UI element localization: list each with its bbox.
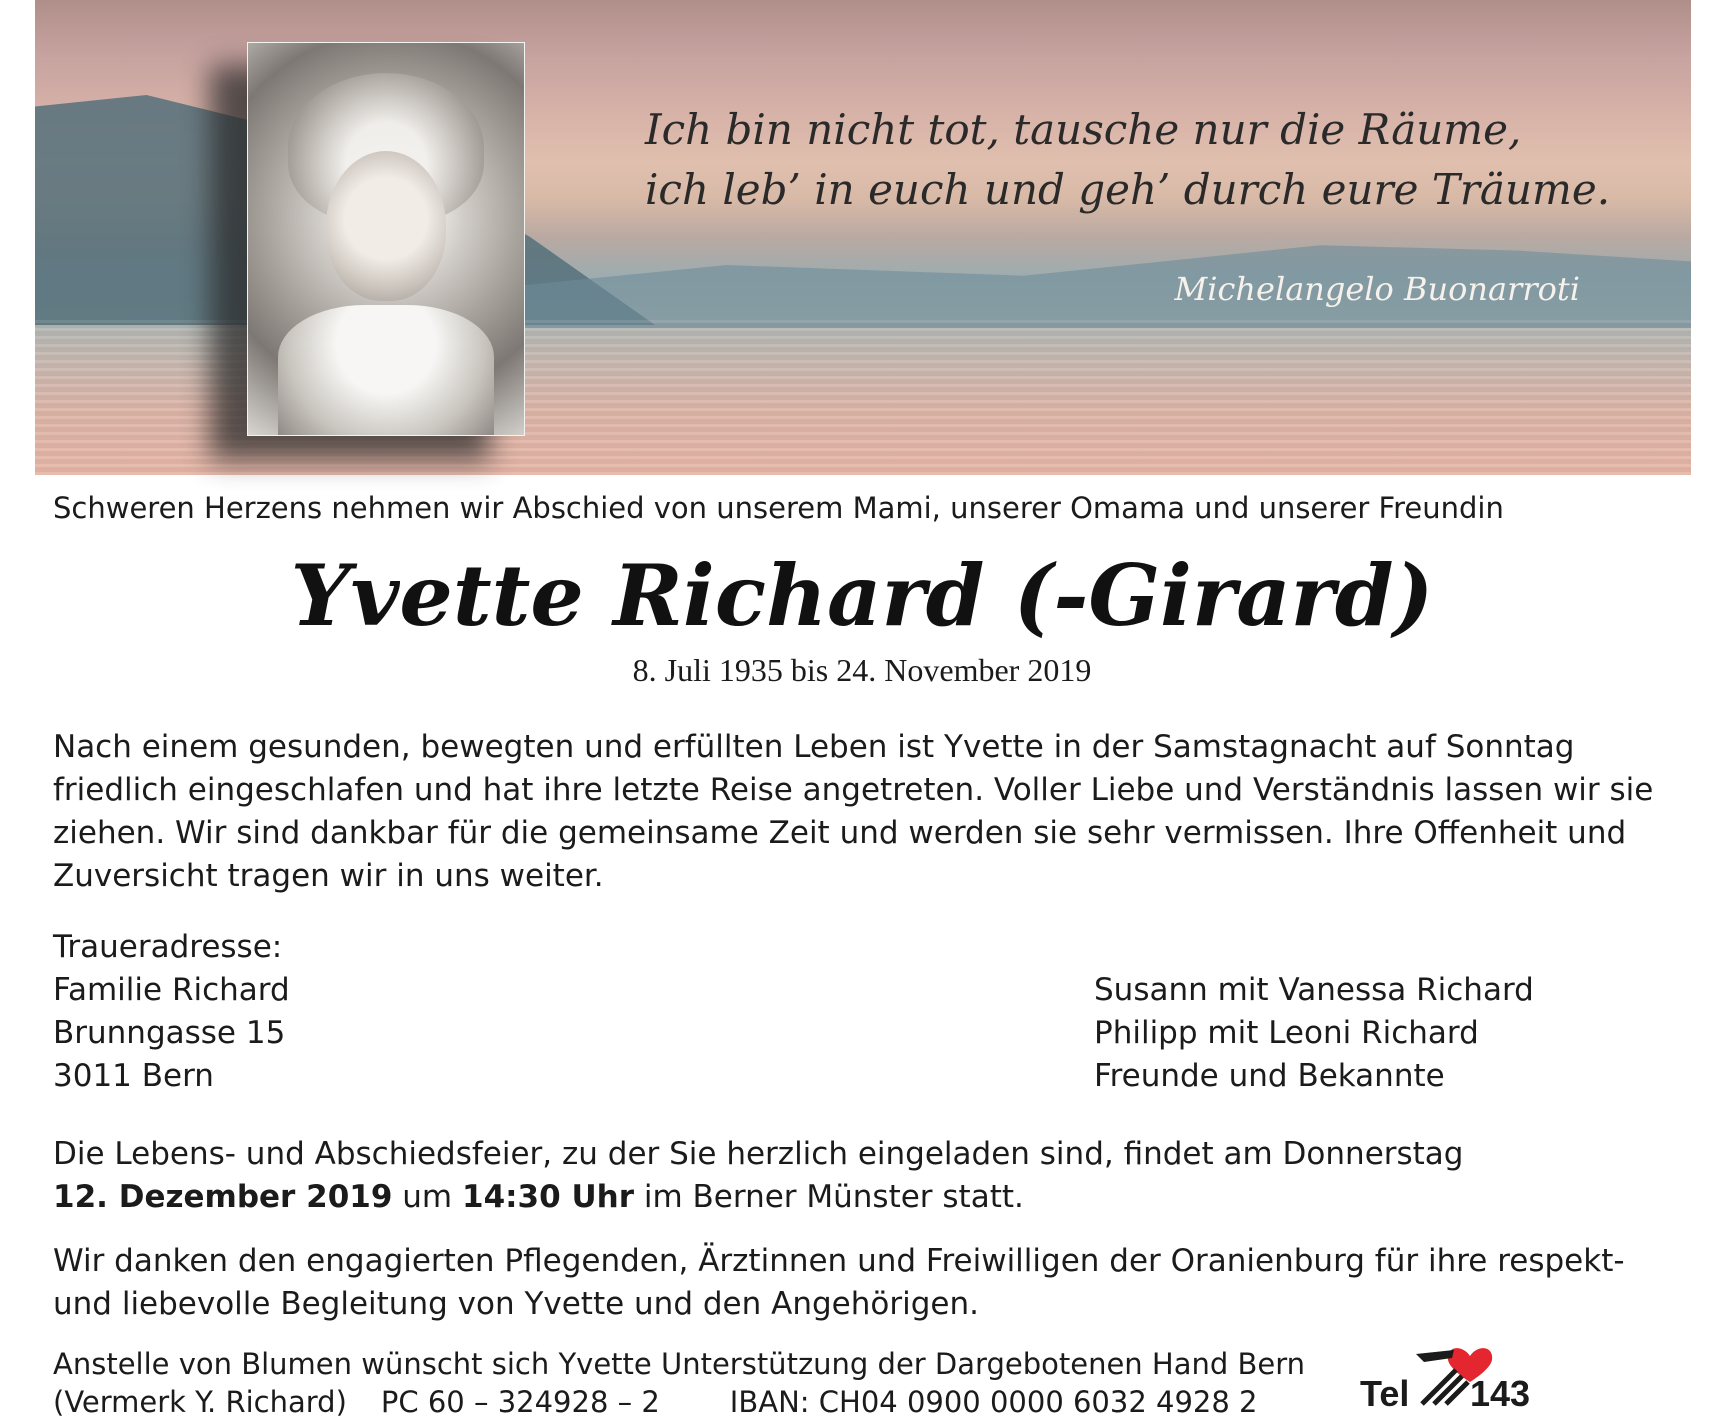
quote	[645, 100, 1645, 220]
portrait-photo	[247, 42, 525, 436]
iban: IBAN: CH04 0900 0000 6032 4928 2	[729, 1385, 1258, 1419]
thanks-text: Wir danken den engagierten Pflegenden, Ärztinnen und Freiwilligen der Oranienburg für ihre respekt- und liebevolle Begleitung von Yvette und den Angehörigen.	[53, 1243, 1625, 1322]
address-line: Brunngasse 15	[53, 1015, 286, 1051]
life-dates: 8. Juli 1935 bis 24. November 2019	[632, 652, 1092, 688]
mourner: Freunde und Bekannte	[1094, 1058, 1445, 1094]
quote-author: Michelangelo Buonarroti	[1174, 270, 1580, 308]
intro-text: Schweren Herzens nehmen wir Abschied von unserem Mami, unserer Omama und unserer Freundin	[53, 491, 1504, 525]
logo-text-left: Tel	[1360, 1373, 1410, 1414]
ceremony-time: 14:30 Uhr	[462, 1179, 634, 1215]
mourning-address	[53, 969, 290, 1098]
ceremony-date: 12. Dezember 2019	[53, 1179, 393, 1215]
quote-line-1: Ich bin nicht tot, tausche nur die Räume,	[645, 105, 1522, 154]
quote-line-2: ich leb’ in euch und geh’ durch eure Träume.	[645, 165, 1611, 214]
address-line: Familie Richard	[53, 972, 290, 1008]
portrait-scarf	[278, 305, 494, 435]
donation-line: Anstelle von Blumen wünscht sich Yvette Unterstützung der Dargebotenen Hand Bern	[53, 1347, 1305, 1381]
donation-note: (Vermerk Y. Richard)	[53, 1385, 347, 1419]
donation-info	[53, 1345, 1305, 1421]
tel-143-logo	[1358, 1334, 1548, 1414]
mourners-list	[1094, 969, 1534, 1098]
deceased-name: Yvette Richard (-Girard)	[290, 546, 1434, 645]
address-label: Traueradresse:	[53, 929, 283, 965]
portrait-face	[326, 151, 446, 301]
ceremony-text: Die Lebens- und Abschiedsfeier, zu der Sie herzlich eingeladen sind, findet am Donnerstag	[53, 1136, 1464, 1172]
mourner: Philipp mit Leoni Richard	[1094, 1015, 1479, 1051]
ceremony-connector: um	[402, 1179, 453, 1215]
mourner: Susann mit Vanessa Richard	[1094, 972, 1534, 1008]
ceremony-info	[53, 1133, 1693, 1219]
farewell-message: Nach einem gesunden, bewegten und erfüllten Leben ist Yvette in der Samstagnacht auf Sonntag friedlich eingeschlafen und hat ihre letzte Reise angetreten. Voller Liebe und Verständnis lassen wir sie ziehen. Wir sind dankbar für die gemeinsame Zeit und werden sie sehr vermissen. Ihre Offenheit und Zuversicht tragen wir in uns weiter.	[53, 729, 1654, 894]
logo-text-right: 143	[1470, 1373, 1531, 1414]
ceremony-location: im Berner Münster statt.	[643, 1179, 1024, 1215]
address-line: 3011 Bern	[53, 1058, 214, 1094]
postal-account: PC 60 – 324928 – 2	[380, 1385, 660, 1419]
